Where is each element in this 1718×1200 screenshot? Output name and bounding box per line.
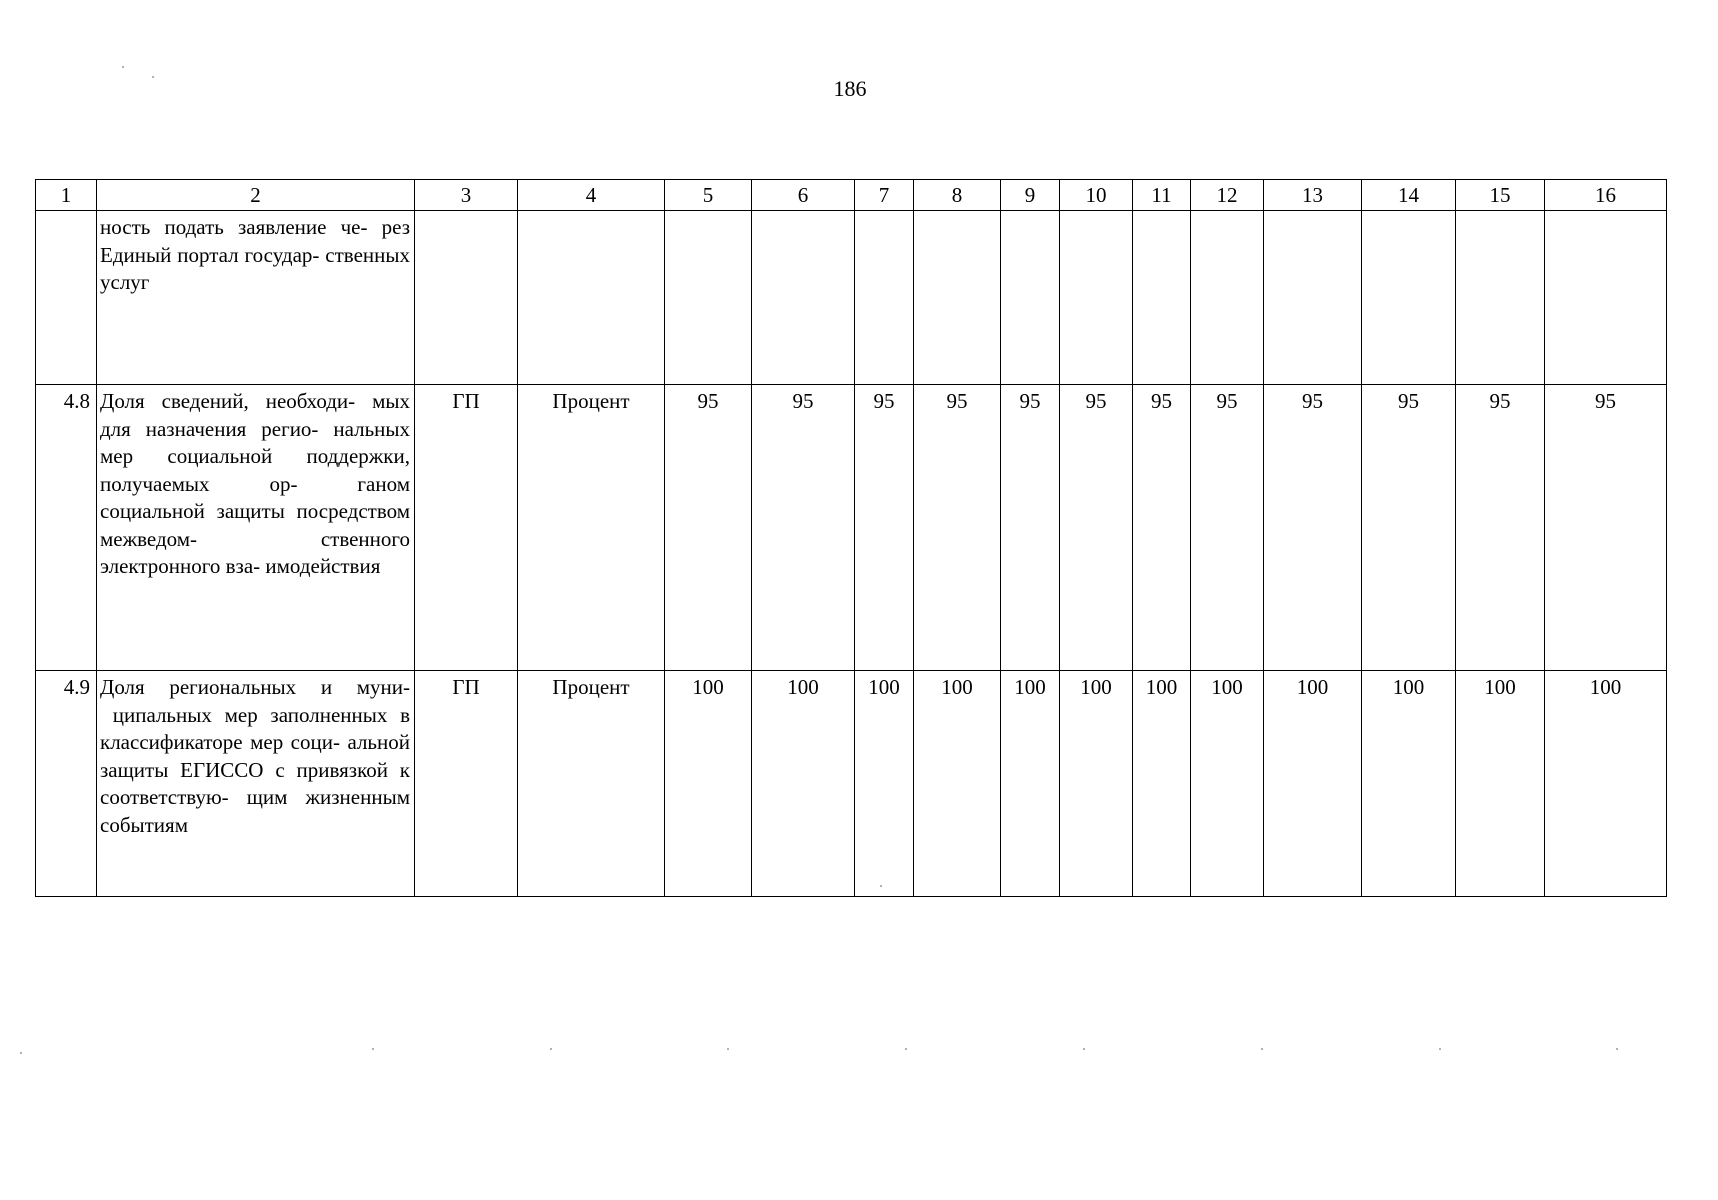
value-cell-col-5: 95 xyxy=(665,385,752,671)
indicator-name-cell: ность подать заявление че- рез Единый портал государ- ственных услуг xyxy=(97,211,415,385)
value-cell-col-13 xyxy=(1264,211,1362,385)
header-cell-col-14: 14 xyxy=(1362,180,1456,211)
value-cell-col-5: 100 xyxy=(665,671,752,897)
header-cell-col-11: 11 xyxy=(1133,180,1191,211)
value-cell-col-12 xyxy=(1191,211,1264,385)
row-number-cell: 4.9 xyxy=(36,671,97,897)
indicator-name-cell: Доля сведений, необходи- мых для назначения регио- нальных мер социальной поддержки, получаемых ор- ганом социальной защиты посредством межведом- ственного электронного вза- имодействия xyxy=(97,385,415,671)
header-cell-col-6: 6 xyxy=(752,180,855,211)
header-cell-col-13: 13 xyxy=(1264,180,1362,211)
scan-speck xyxy=(880,885,882,887)
value-cell-col-8: 95 xyxy=(914,385,1001,671)
scan-speck xyxy=(905,1048,907,1050)
scan-speck xyxy=(1616,1048,1618,1050)
header-cell-col-16: 16 xyxy=(1545,180,1667,211)
row-number-cell: 4.8 xyxy=(36,385,97,671)
indicator-table-grid xyxy=(35,179,1667,897)
table-body xyxy=(36,211,1667,897)
value-cell-col-6: 100 xyxy=(752,671,855,897)
value-cell-col-7: 95 xyxy=(855,385,914,671)
value-cell-col-12: 100 xyxy=(1191,671,1264,897)
value-cell-col-7: 100 xyxy=(855,671,914,897)
header-cell-col-15: 15 xyxy=(1456,180,1545,211)
value-cell-col-15: 95 xyxy=(1456,385,1545,671)
indicator-name-cell: Доля региональных и муни- ципальных мер заполненных в классификаторе мер соци- альной защиты ЕГИССО с привязкой к соответствую- щим жизненным событиям xyxy=(97,671,415,897)
header-cell-col-1: 1 xyxy=(36,180,97,211)
scan-speck xyxy=(20,1052,22,1054)
unit-cell xyxy=(518,211,665,385)
value-cell-col-14 xyxy=(1362,211,1456,385)
value-cell-col-12: 95 xyxy=(1191,385,1264,671)
table-row-continuation xyxy=(36,211,1667,385)
scan-speck xyxy=(1083,1048,1085,1050)
header-cell-col-2: 2 xyxy=(97,180,415,211)
value-cell-col-6 xyxy=(752,211,855,385)
table-row-4-9 xyxy=(36,671,1667,897)
header-cell-col-10: 10 xyxy=(1060,180,1133,211)
value-cell-col-6: 95 xyxy=(752,385,855,671)
value-cell-col-8 xyxy=(914,211,1001,385)
value-cell-col-7 xyxy=(855,211,914,385)
value-cell-col-15: 100 xyxy=(1456,671,1545,897)
value-cell-col-13: 100 xyxy=(1264,671,1362,897)
value-cell-col-15 xyxy=(1456,211,1545,385)
header-cell-col-9: 9 xyxy=(1001,180,1060,211)
indicator-type-cell: ГП xyxy=(415,385,518,671)
value-cell-col-13: 95 xyxy=(1264,385,1362,671)
scan-speck xyxy=(122,66,124,68)
header-row xyxy=(36,180,1667,211)
table-row-4-8 xyxy=(36,385,1667,671)
scan-speck xyxy=(1439,1048,1441,1050)
header-cell-col-7: 7 xyxy=(855,180,914,211)
value-cell-col-16: 100 xyxy=(1545,671,1667,897)
value-cell-col-14: 95 xyxy=(1362,385,1456,671)
unit-cell: Процент xyxy=(518,385,665,671)
value-cell-col-14: 100 xyxy=(1362,671,1456,897)
unit-cell: Процент xyxy=(518,671,665,897)
scan-speck xyxy=(152,76,154,78)
value-cell-col-9 xyxy=(1001,211,1060,385)
value-cell-col-5 xyxy=(665,211,752,385)
indicator-type-cell xyxy=(415,211,518,385)
value-cell-col-16: 95 xyxy=(1545,385,1667,671)
page-number: 186 xyxy=(833,76,867,101)
value-cell-col-16 xyxy=(1545,211,1667,385)
value-cell-col-11: 95 xyxy=(1133,385,1191,671)
value-cell-col-9: 95 xyxy=(1001,385,1060,671)
value-cell-col-9: 100 xyxy=(1001,671,1060,897)
indicator-type-cell: ГП xyxy=(415,671,518,897)
header-cell-col-12: 12 xyxy=(1191,180,1264,211)
value-cell-col-8: 100 xyxy=(914,671,1001,897)
scan-speck xyxy=(1261,1048,1263,1050)
scan-speck xyxy=(727,1048,729,1050)
header-cell-col-3: 3 xyxy=(415,180,518,211)
header-cell-col-4: 4 xyxy=(518,180,665,211)
indicator-table xyxy=(35,179,1646,897)
header-cell-col-8: 8 xyxy=(914,180,1001,211)
value-cell-col-11 xyxy=(1133,211,1191,385)
scan-speck xyxy=(550,1048,552,1050)
header-cell-col-5: 5 xyxy=(665,180,752,211)
value-cell-col-10 xyxy=(1060,211,1133,385)
value-cell-col-10: 95 xyxy=(1060,385,1133,671)
row-number-cell xyxy=(36,211,97,385)
value-cell-col-11: 100 xyxy=(1133,671,1191,897)
value-cell-col-10: 100 xyxy=(1060,671,1133,897)
scan-speck xyxy=(372,1048,374,1050)
